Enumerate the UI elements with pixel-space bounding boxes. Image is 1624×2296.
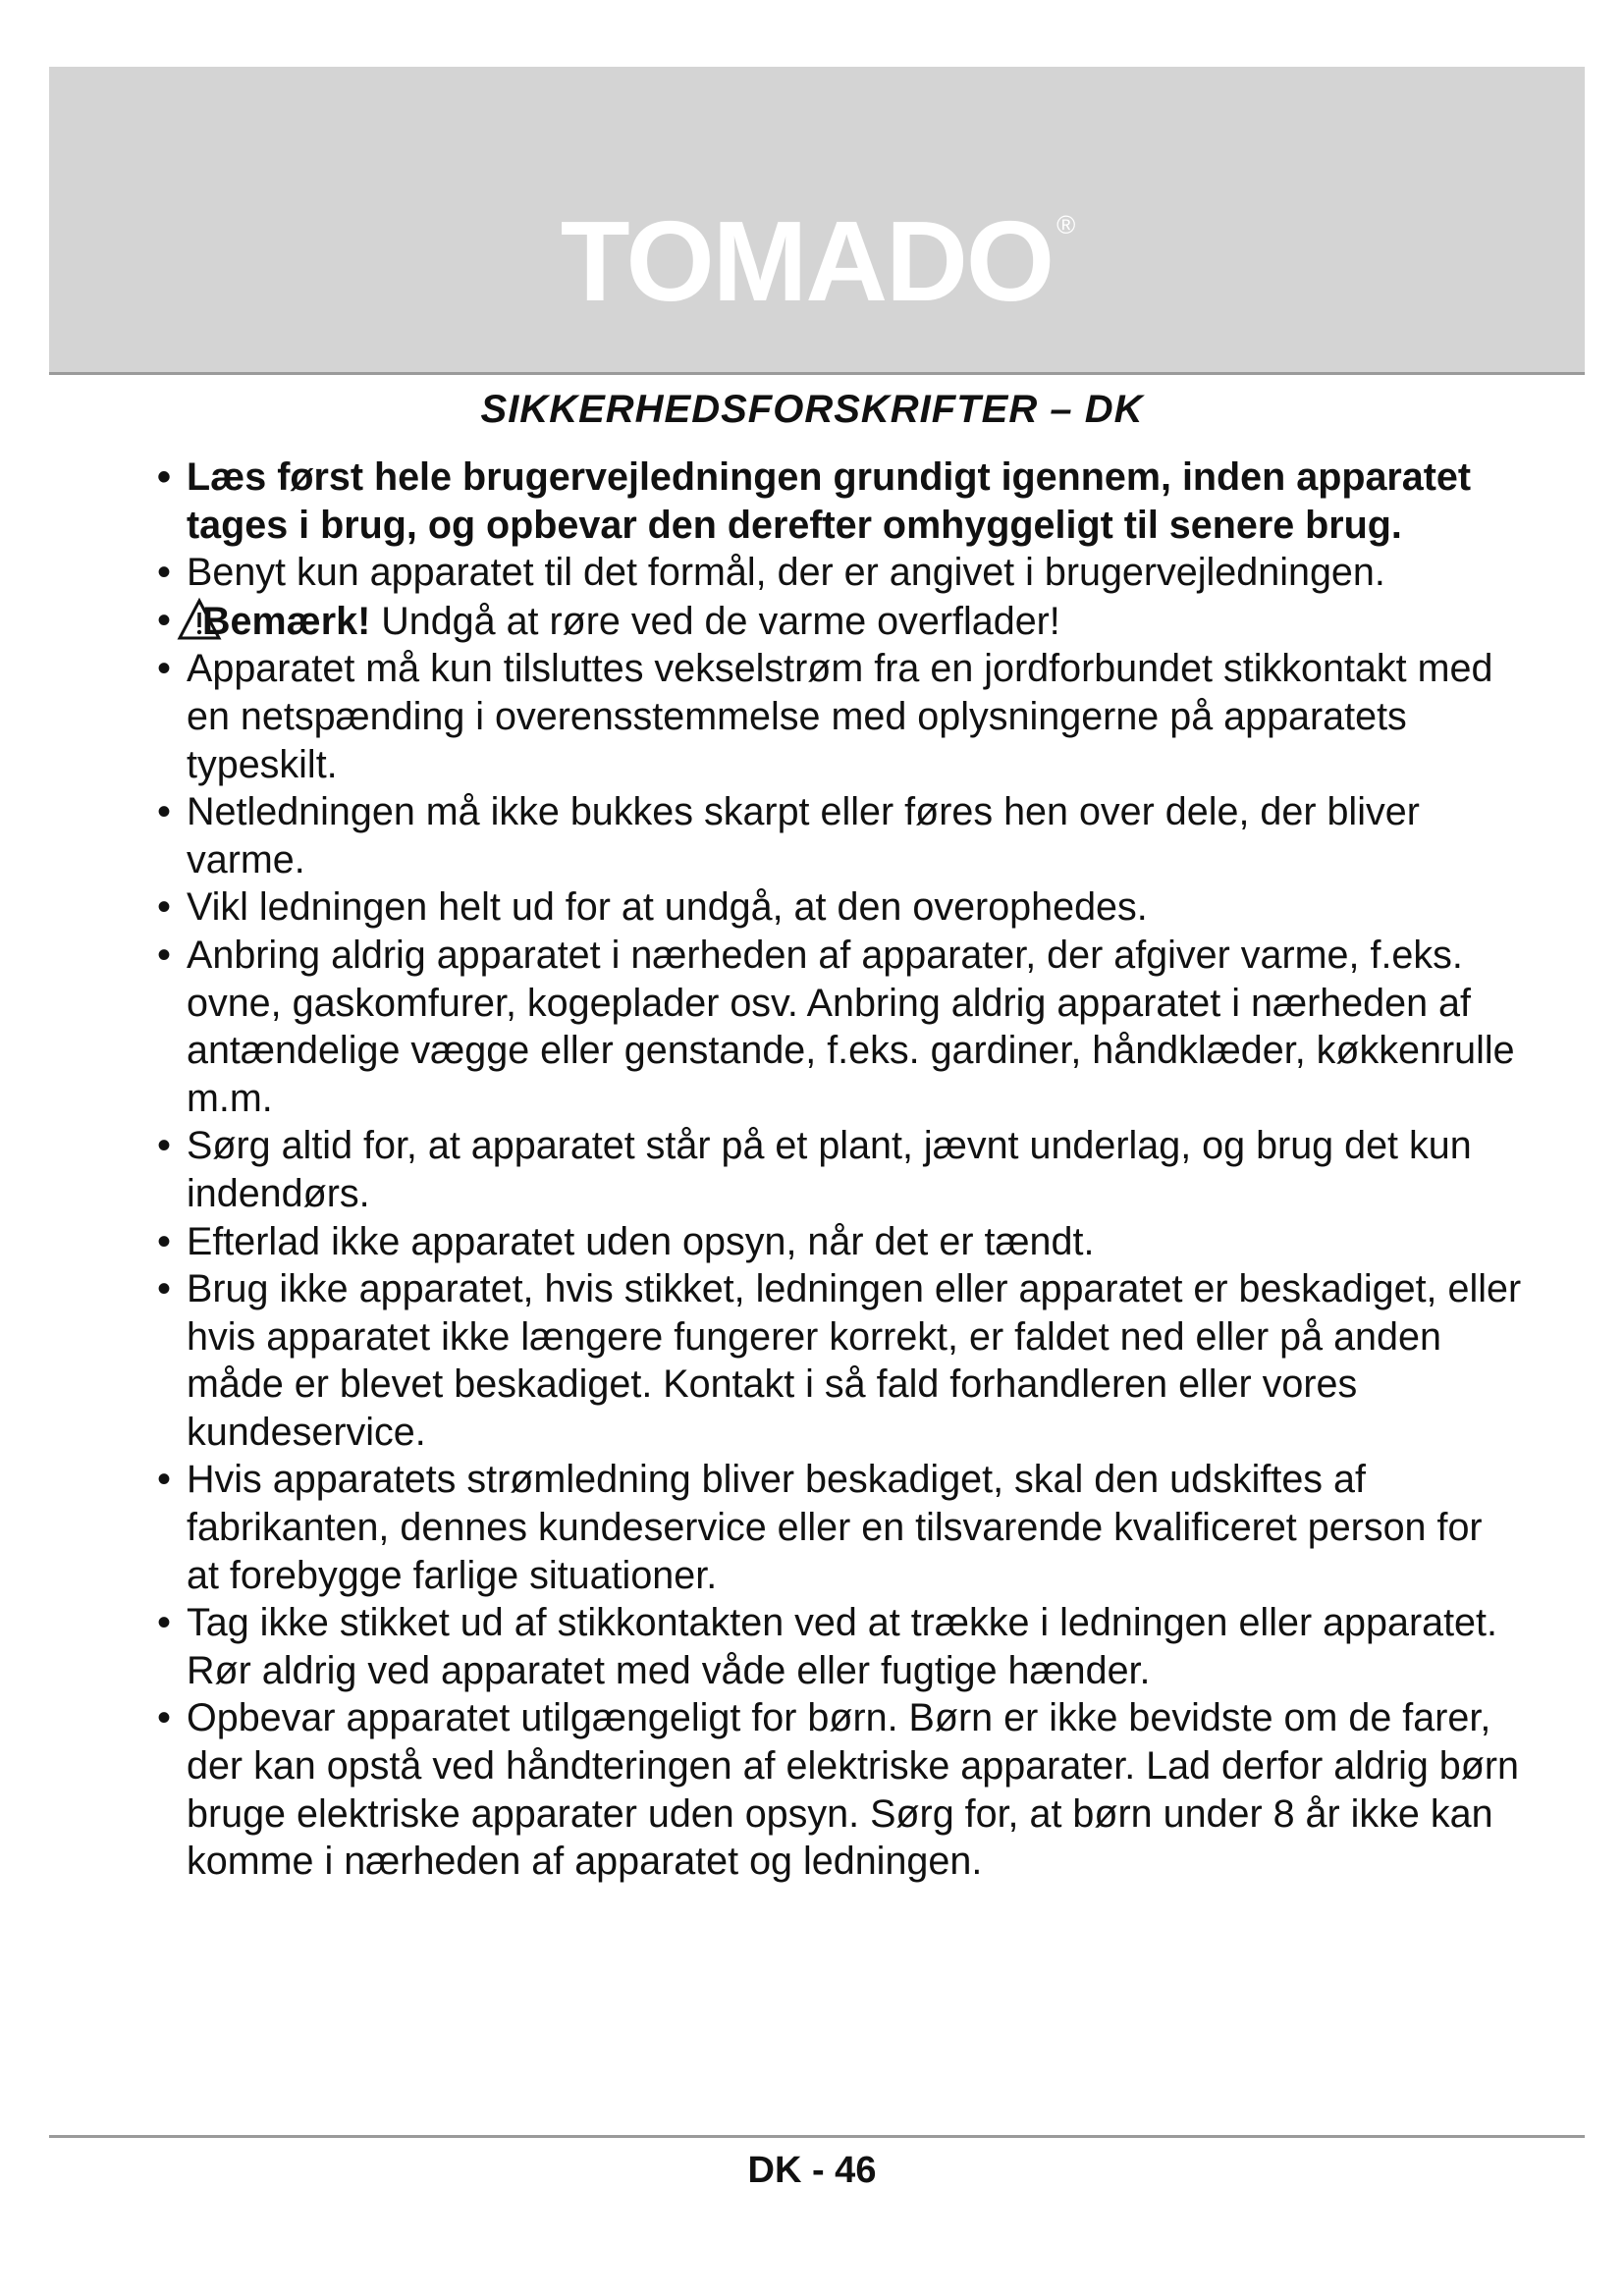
footer-divider [49, 2135, 1585, 2138]
safety-list [157, 454, 1522, 1886]
logo-text: TOMADO [560, 197, 1054, 325]
brand-logo [49, 197, 1585, 325]
list-item: • Efterlad ikke apparatet uden opsyn, når det er tændt. [157, 1218, 1522, 1266]
list-item: • Tag ikke stikket ud af stikkontakten ved at trække i ledningen eller apparatet. Rør aldrig ved apparatet med våde eller fugtige hænder. [157, 1599, 1522, 1694]
page-title: SIKKERHEDSFORSKRIFTER – DK [480, 388, 1144, 431]
header-band [49, 67, 1585, 375]
list-item: • Hvis apparatets strømledning bliver beskadiget, skal den udskiftes af fabrikanten, dennes kundeservice eller en tilsvarende kvalificeret person for at forebygge farlige situationer. [157, 1456, 1522, 1599]
list-item: • Læs først hele brugervejledningen grundigt igennem, inden apparatet tages i brug, og opbevar den derefter omhyggeligt til senere brug. [157, 454, 1522, 549]
list-item: • Brug ikke apparatet, hvis stikket, ledningen eller apparatet er beskadiget, eller hvis apparatet ikke længere fungerer korrekt, er faldet ned eller på anden måde er blevet beskadiget. Kontakt i så fald forhandleren eller vores kundeservice. [157, 1265, 1522, 1456]
note-label: Bemærk! [202, 599, 371, 643]
note-text: Undgå at røre ved de varme overflader! [370, 599, 1060, 643]
list-item: • Anbring aldrig apparatet i nærheden af apparater, der afgiver varme, f.eks. ovne, gaskomfurer, kogeplader osv. Anbring aldrig apparatet i nærheden af antændelige vægge eller genstande, f.eks. gardiner, håndklæder, køkkenrulle m.m. [157, 932, 1522, 1122]
page-number: DK - 46 [747, 2150, 877, 2191]
registered-mark: ® [1056, 210, 1074, 240]
list-item: • Sørg altid for, at apparatet står på et plant, jævnt underlag, og brug det kun indendørs. [157, 1122, 1522, 1217]
list-item: • Netledningen må ikke bukkes skarpt eller føres hen over dele, der bliver varme. [157, 788, 1522, 883]
list-item: • Benyt kun apparatet til det formål, der er angivet i brugervejledningen. [157, 549, 1522, 597]
list-item [157, 597, 1522, 646]
list-item: • Vikl ledningen helt ud for at undgå, at den overophedes. [157, 883, 1522, 932]
list-item: • Opbevar apparatet utilgængeligt for børn. Børn er ikke bevidste om de farer, der kan opstå ved håndteringen af elektriske apparater. Lad derfor aldrig børn bruge elektriske apparater uden opsyn. Sørg for, at børn under 8 år ikke kan komme i nærheden af apparatet og ledningen. [157, 1694, 1522, 1885]
list-item: • Apparatet må kun tilsluttes vekselstrøm fra en jordforbundet stikkontakt med en netspænding i overensstemmelse med oplysningerne på apparatets typeskilt. [157, 645, 1522, 788]
